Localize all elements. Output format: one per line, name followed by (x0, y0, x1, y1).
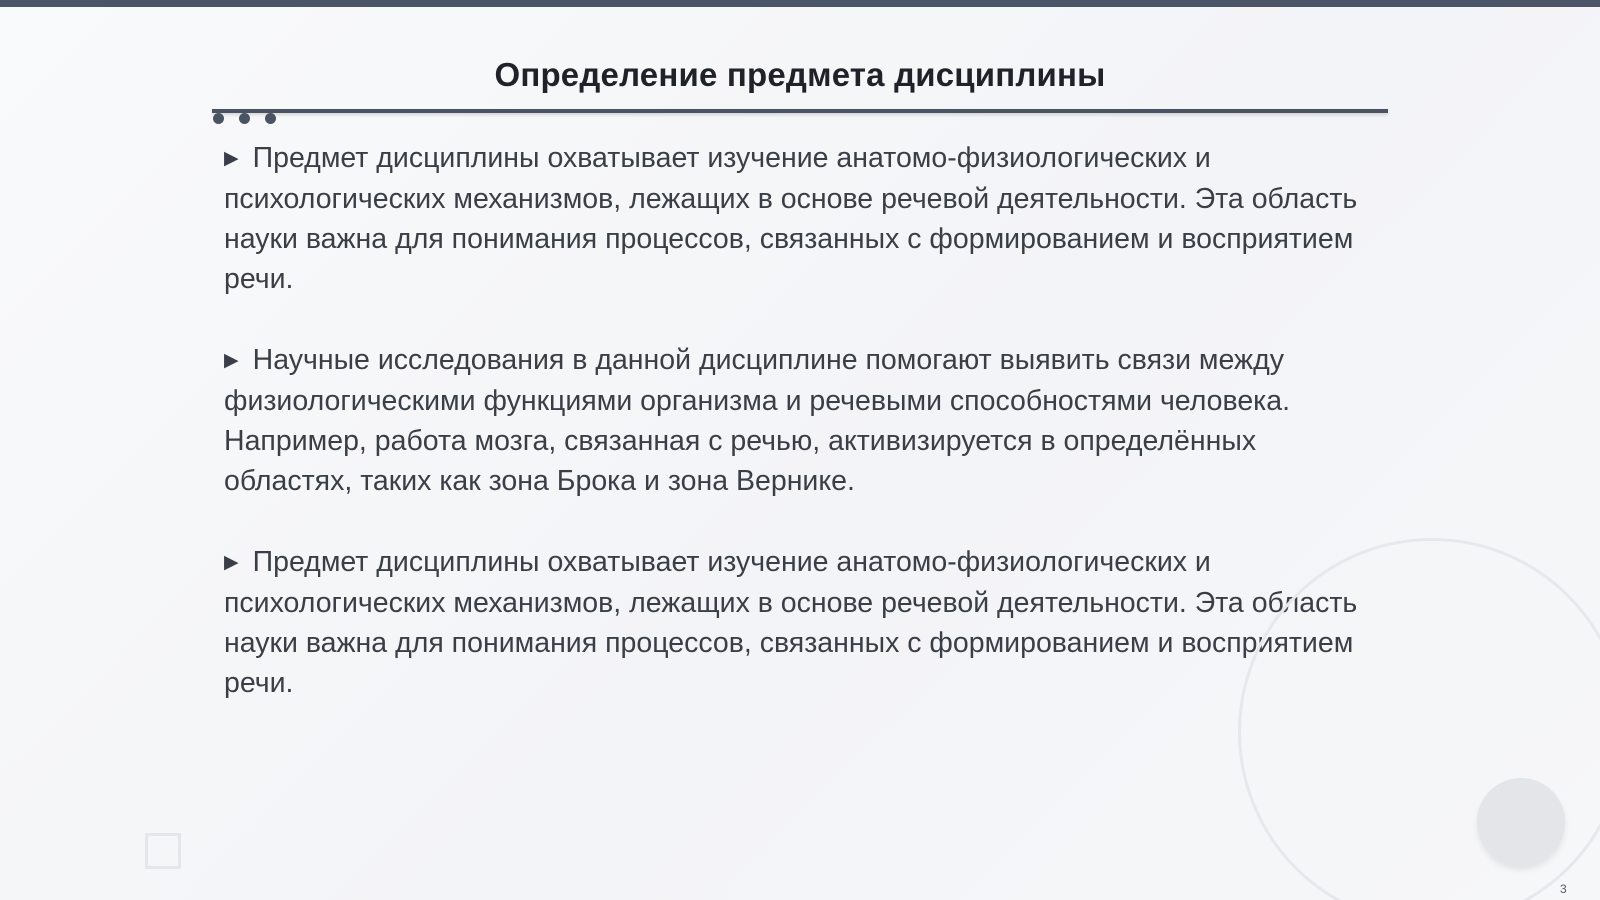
bullet-item (224, 138, 1384, 299)
bullet-text: Предмет дисциплины охватывает изучение анатомо-физиологических и психологических механизмов, лежащих в основе речевой деятельности. Эта область науки важна для понимания процессов, связанных с формированием и восприятием речи. (224, 142, 1358, 295)
bullet-arrow-icon: ▶ (224, 350, 239, 371)
decorative-square-outline (145, 833, 181, 869)
bullet-arrow-icon: ▶ (224, 148, 239, 169)
top-accent-bar (0, 0, 1600, 7)
decorative-circle-filled (1477, 778, 1565, 866)
bullet-item (224, 542, 1384, 703)
slide-title: Определение предмета дисциплины (494, 56, 1106, 93)
decorative-dot (239, 113, 250, 124)
page-number: 3 (1560, 882, 1567, 896)
title-underline (212, 109, 1388, 113)
bullet-text: Предмет дисциплины охватывает изучение анатомо-физиологических и психологических механизмов, лежащих в основе речевой деятельности. Эта область науки важна для понимания процессов, связанных с формированием и восприятием речи. (224, 546, 1358, 699)
bullet-text: Научные исследования в данной дисциплине помогают выявить связи между физиологическими функциями организма и речевыми способностями человека. Например, работа мозга, связанная с речью, активизируется в определённых областях, таких как зона Брока и зона Вернике. (224, 344, 1291, 497)
decorative-dot (265, 113, 276, 124)
bullet-arrow-icon: ▶ (224, 552, 239, 573)
decorative-dot (213, 113, 224, 124)
bullet-item (224, 340, 1384, 501)
bullet-list (224, 138, 1384, 744)
